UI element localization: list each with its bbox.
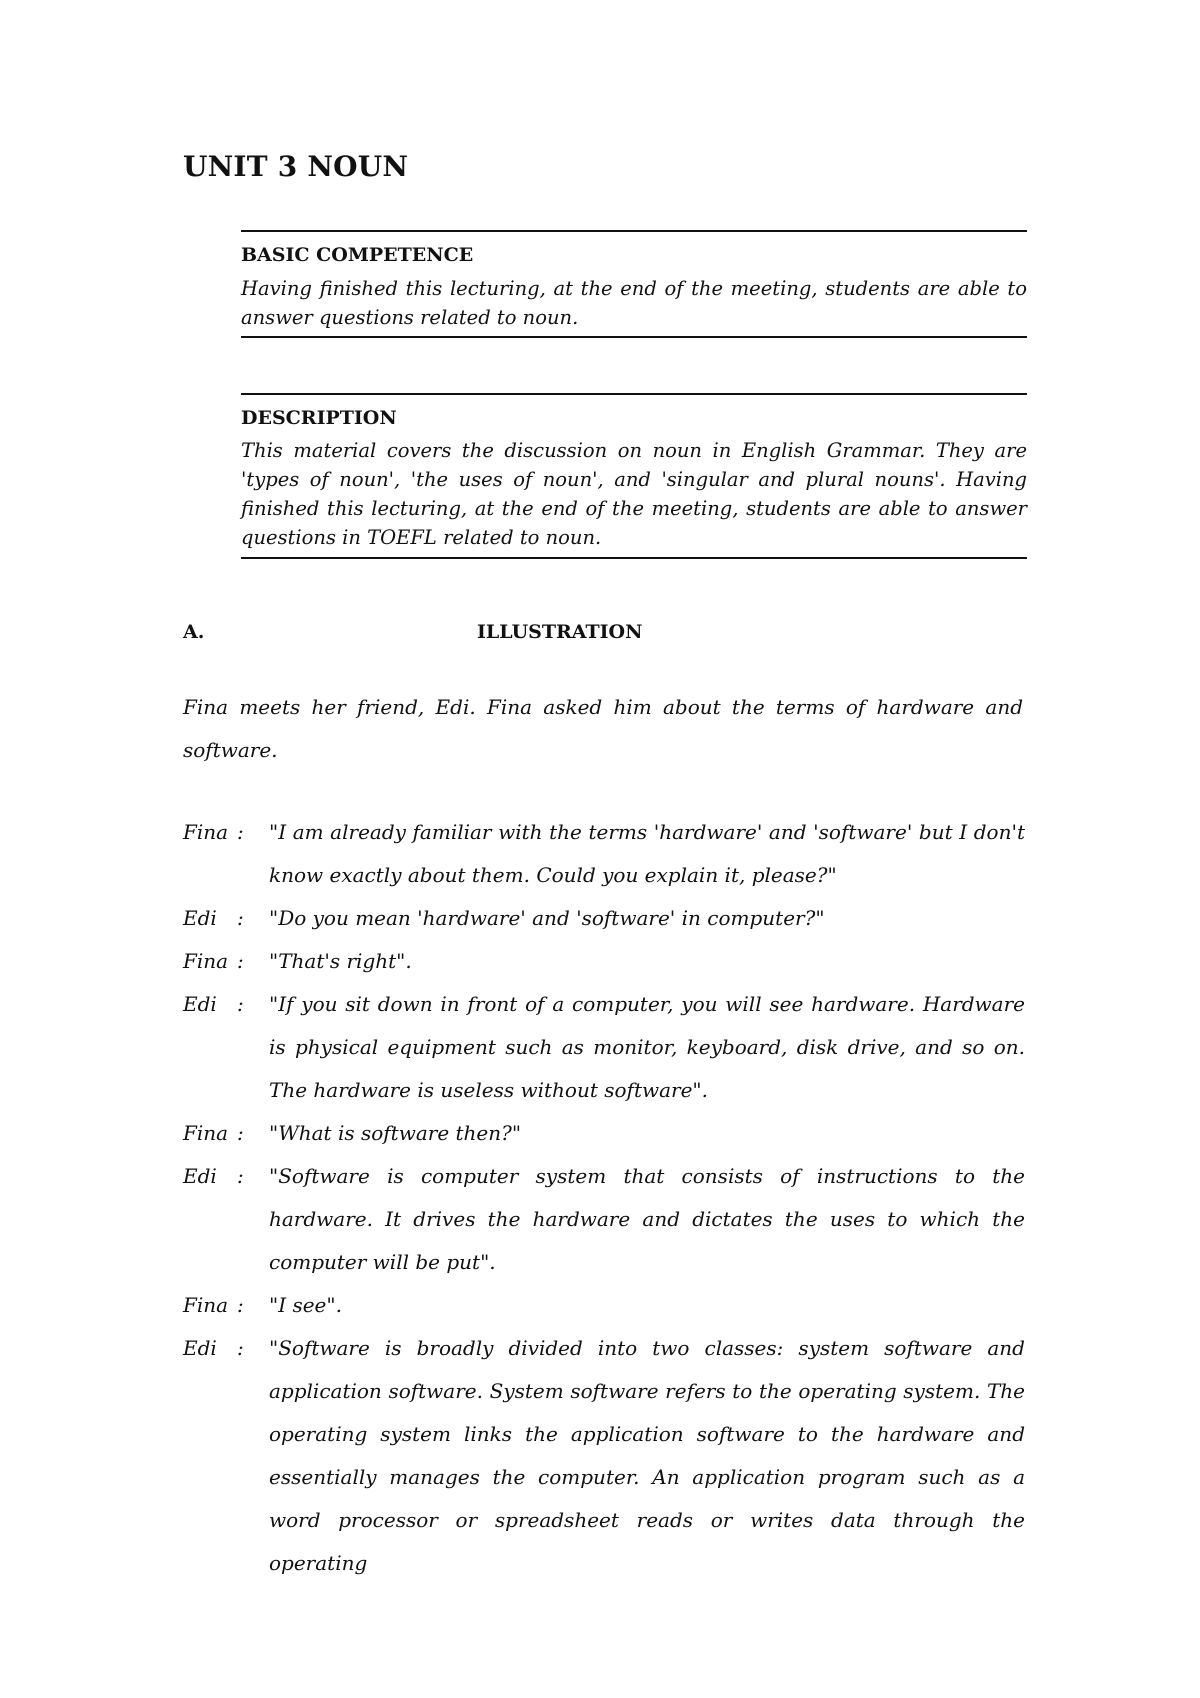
speaker-colon: : [237,1336,244,1360]
speaker-colon: : [237,1121,244,1145]
dialogue-line [183,940,1025,983]
dialogue-line [183,1327,1025,1585]
speech-text: "Software is computer system that consists of instructions to the hardware. It drives the hardware and dictates the uses to which the computer will be put". [269,1164,1025,1274]
speech-text: "Software is broadly divided into two classes: system software and application software. System software refers to the operating system. The operating system links the application software to the hardware and essentially manages the computer. An application program such as a word processor or spreadsheet reads or writes data through the operating [269,1336,1025,1575]
speaker-colon: : [237,820,244,844]
speaker-colon: : [237,1293,244,1317]
basic-competence-text: Having finished this lecturing, at the end of the meeting, students are able to answer questions related to noun. [241,277,1027,329]
dialogue [183,811,1025,1585]
unit-title: UNIT 3 NOUN [183,150,409,183]
speaker-name: Edi [183,1164,217,1188]
dialogue-line [183,1112,1025,1155]
speaker-name: Fina [183,1293,229,1317]
basic-competence-heading: BASIC COMPETENCE [241,244,474,266]
speech-text: "That's right". [269,949,412,973]
speaker-colon: : [237,906,244,930]
section-letter: A. [183,621,205,643]
speech-text: "Do you mean 'hardware' and 'software' in computer?" [269,906,825,930]
dialogue-line [183,811,1025,897]
speaker-name: Fina [183,820,229,844]
speaker-colon: : [237,1164,244,1188]
intro-paragraph: Fina meets her friend, Edi. Fina asked him about the terms of hardware and software. [183,695,1023,762]
speaker-colon: : [237,949,244,973]
description-heading: DESCRIPTION [241,407,397,429]
speech-text: "What is software then?" [269,1121,522,1145]
dialogue-line [183,897,1025,940]
section-title: ILLUSTRATION [477,621,643,643]
speech-text: "I see". [269,1293,342,1317]
speaker-colon: : [237,992,244,1016]
basic-competence-box [241,230,1027,338]
speaker-name: Fina [183,949,229,973]
dialogue-line [183,1284,1025,1327]
description-box [241,393,1027,559]
speaker-name: Edi [183,906,217,930]
description-text: This material covers the discussion on noun in English Grammar. They are 'types of noun', 'the uses of noun', and 'singular and plural nouns'. Having finished this lecturing, at the end of the meeting, students are able to answer questions in TOEFL related to noun. [241,439,1027,549]
speech-text: "I am already familiar with the terms 'hardware' and 'software' but I don't know exactly about them. Could you explain it, please?" [269,820,1025,887]
dialogue-line [183,983,1025,1112]
speech-text: "If you sit down in front of a computer, you will see hardware. Hardware is physical equipment such as monitor, keyboard, disk drive, and so on. The hardware is useless without software". [269,992,1025,1102]
speaker-name: Fina [183,1121,229,1145]
speaker-name: Edi [183,1336,217,1360]
speaker-name: Edi [183,992,217,1016]
dialogue-line [183,1155,1025,1284]
